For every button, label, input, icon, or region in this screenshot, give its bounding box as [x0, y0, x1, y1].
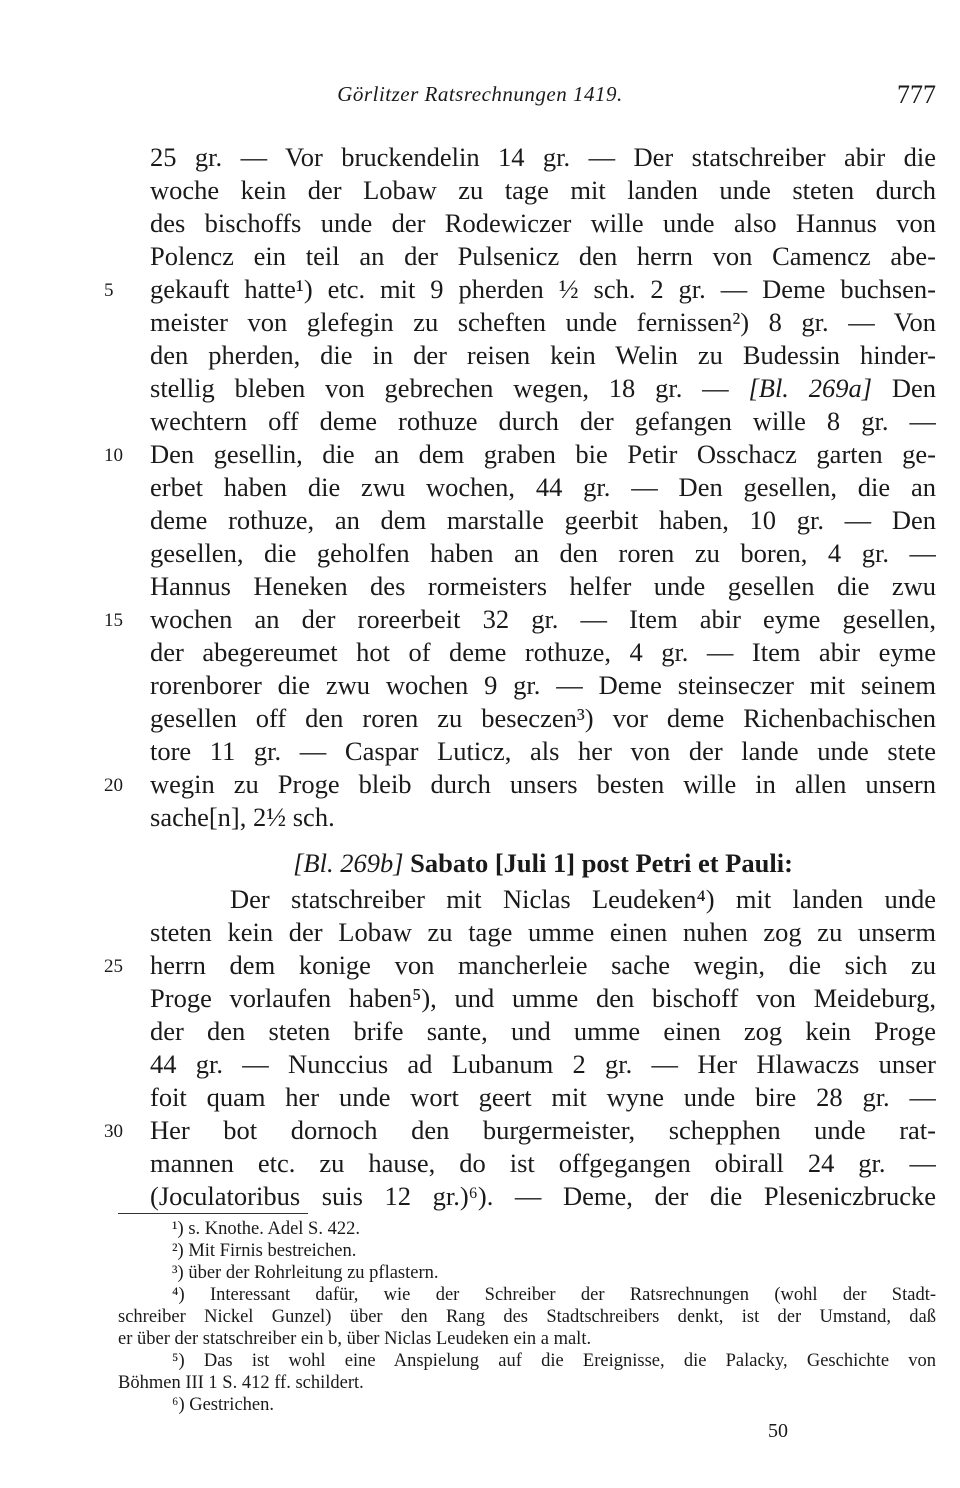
footnote: ²) Mit Firnis bestreichen.: [172, 1241, 357, 1261]
body-line-text: stellig bleben von gebrechen wegen, 18 gr. —: [150, 373, 729, 403]
body-line-text: Den: [891, 373, 936, 403]
body-line: wechtern off deme rothuze durch der gefangen wille 8 gr. —: [150, 406, 936, 436]
body-line: erbet haben die zwu wochen, 44 gr. — Den gesellen, die an: [150, 472, 936, 502]
folio-reference: [Bl. 269a]: [748, 373, 873, 403]
line-number: 20: [104, 775, 123, 796]
section-line: Der statschreiber mit Niclas Leudeken⁴) mit landen unde: [230, 884, 936, 914]
body-line: woche kein der Lobaw zu tage mit landen unde steten durch: [150, 175, 936, 205]
body-line: meister von glefegin zu scheften unde fernissen²) 8 gr. — Von: [150, 307, 936, 337]
body-line: gesellen off den roren zu beseczen³) vor deme Richenbachischen: [150, 703, 936, 733]
footnote: ⁶) Gestrichen.: [172, 1395, 274, 1415]
body-line: tore 11 gr. — Caspar Luticz, als her von der lande unde stete: [150, 736, 936, 766]
section-line: herrn dem konige von mancherleie sache wegin, die sich zu: [150, 950, 936, 980]
section-line: (Joculatoribus suis 12 gr.)⁶). — Deme, der die Pleseniczbrucke: [150, 1181, 936, 1211]
footnote: schreiber Nickel Gunzel) über den Rang des Stadtschreibers denkt, ist der Umstand, daß: [118, 1307, 936, 1327]
body-line: wegin zu Proge bleib durch unsers besten wille in allen unsern: [150, 769, 936, 799]
footnote: ⁵) Das ist wohl eine Anspielung auf die Ereignisse, die Palacky, Geschichte von: [172, 1351, 936, 1371]
line-number: 10: [104, 445, 123, 466]
footnote-divider: [118, 1213, 308, 1214]
footnote: ⁴) Interessant dafür, wie der Schreiber der Ratsrechnungen (wohl der Stadt-: [172, 1285, 936, 1305]
body-line: des bischoffs unde der Rodewiczer wille unde also Hannus von: [150, 208, 936, 238]
body-line: deme rothuze, an dem marstalle geerbit haben, 10 gr. — Den: [150, 505, 936, 535]
section-title: Sabato [Juli 1] post Petri et Pauli:: [410, 848, 793, 878]
section-line: der den steten brife sante, und umme einen zog kein Proge: [150, 1016, 936, 1046]
folio-reference: [Bl. 269b]: [293, 848, 404, 878]
body-line: Hannus Heneken des rormeisters helfer unde gesellen die zwu: [150, 571, 936, 601]
line-number: 30: [104, 1121, 123, 1142]
body-line: 25 gr. — Vor bruckendelin 14 gr. — Der statschreiber abir die: [150, 142, 936, 172]
sheet-signature: 50: [768, 1420, 788, 1442]
body-line: wochen an der roreerbeit 32 gr. — Item abir eyme gesellen,: [150, 604, 936, 634]
section-line: mannen etc. zu hause, do ist offgegangen obirall 24 gr. —: [150, 1148, 936, 1178]
body-line: sache[n], 2½ sch.: [150, 802, 335, 832]
footnote: ¹) s. Knothe. Adel S. 422.: [172, 1219, 360, 1239]
line-number: 15: [104, 610, 123, 631]
section-line: 44 gr. — Nunccius ad Lubanum 2 gr. — Her Hlawaczs unser: [150, 1049, 936, 1079]
footnote: er über der statschreiber ein b, über Niclas Leudeken ein a malt.: [118, 1329, 592, 1349]
body-line: Den gesellin, die an dem graben bie Petir Osschacz garten ge-: [150, 439, 936, 469]
page-number: 777: [897, 80, 936, 109]
body-line: gesellen, die geholfen haben an den roren zu boren, 4 gr. —: [150, 538, 936, 568]
line-number: 5: [104, 280, 114, 301]
section-line: Her bot dornoch den burgermeister, schepphen unde rat-: [150, 1115, 936, 1145]
footnote: ³) über der Rohrleitung zu pflastern.: [172, 1263, 439, 1283]
running-head: Görlitzer Ratsrechnungen 1419.: [337, 82, 623, 106]
section-heading: [150, 847, 936, 880]
body-line-with-ref: [150, 372, 936, 405]
section-line: Proge vorlaufen haben⁵), und umme den bischoff von Meideburg,: [150, 983, 936, 1013]
section-line: steten kein der Lobaw zu tage umme einen nuhen zog zu unserm: [150, 917, 936, 947]
body-line: rorenborer die zwu wochen 9 gr. — Deme steinseczer mit seinem: [150, 670, 936, 700]
body-line: der abegereumet hot of deme rothuze, 4 gr. — Item abir eyme: [150, 637, 936, 667]
line-number: 25: [104, 956, 123, 977]
body-line: den pherden, die in der reisen kein Welin zu Budessin hinder-: [150, 340, 936, 370]
body-line: Polencz ein teil an der Pulsenicz den herrn von Camencz abe-: [150, 241, 936, 271]
footnote: Böhmen III 1 S. 412 ff. schildert.: [118, 1373, 364, 1393]
section-line: foit quam her unde wort geert mit wyne unde bire 28 gr. —: [150, 1082, 936, 1112]
body-line: gekauft hatte¹) etc. mit 9 pherden ½ sch. 2 gr. — Deme buchsen-: [150, 274, 936, 304]
